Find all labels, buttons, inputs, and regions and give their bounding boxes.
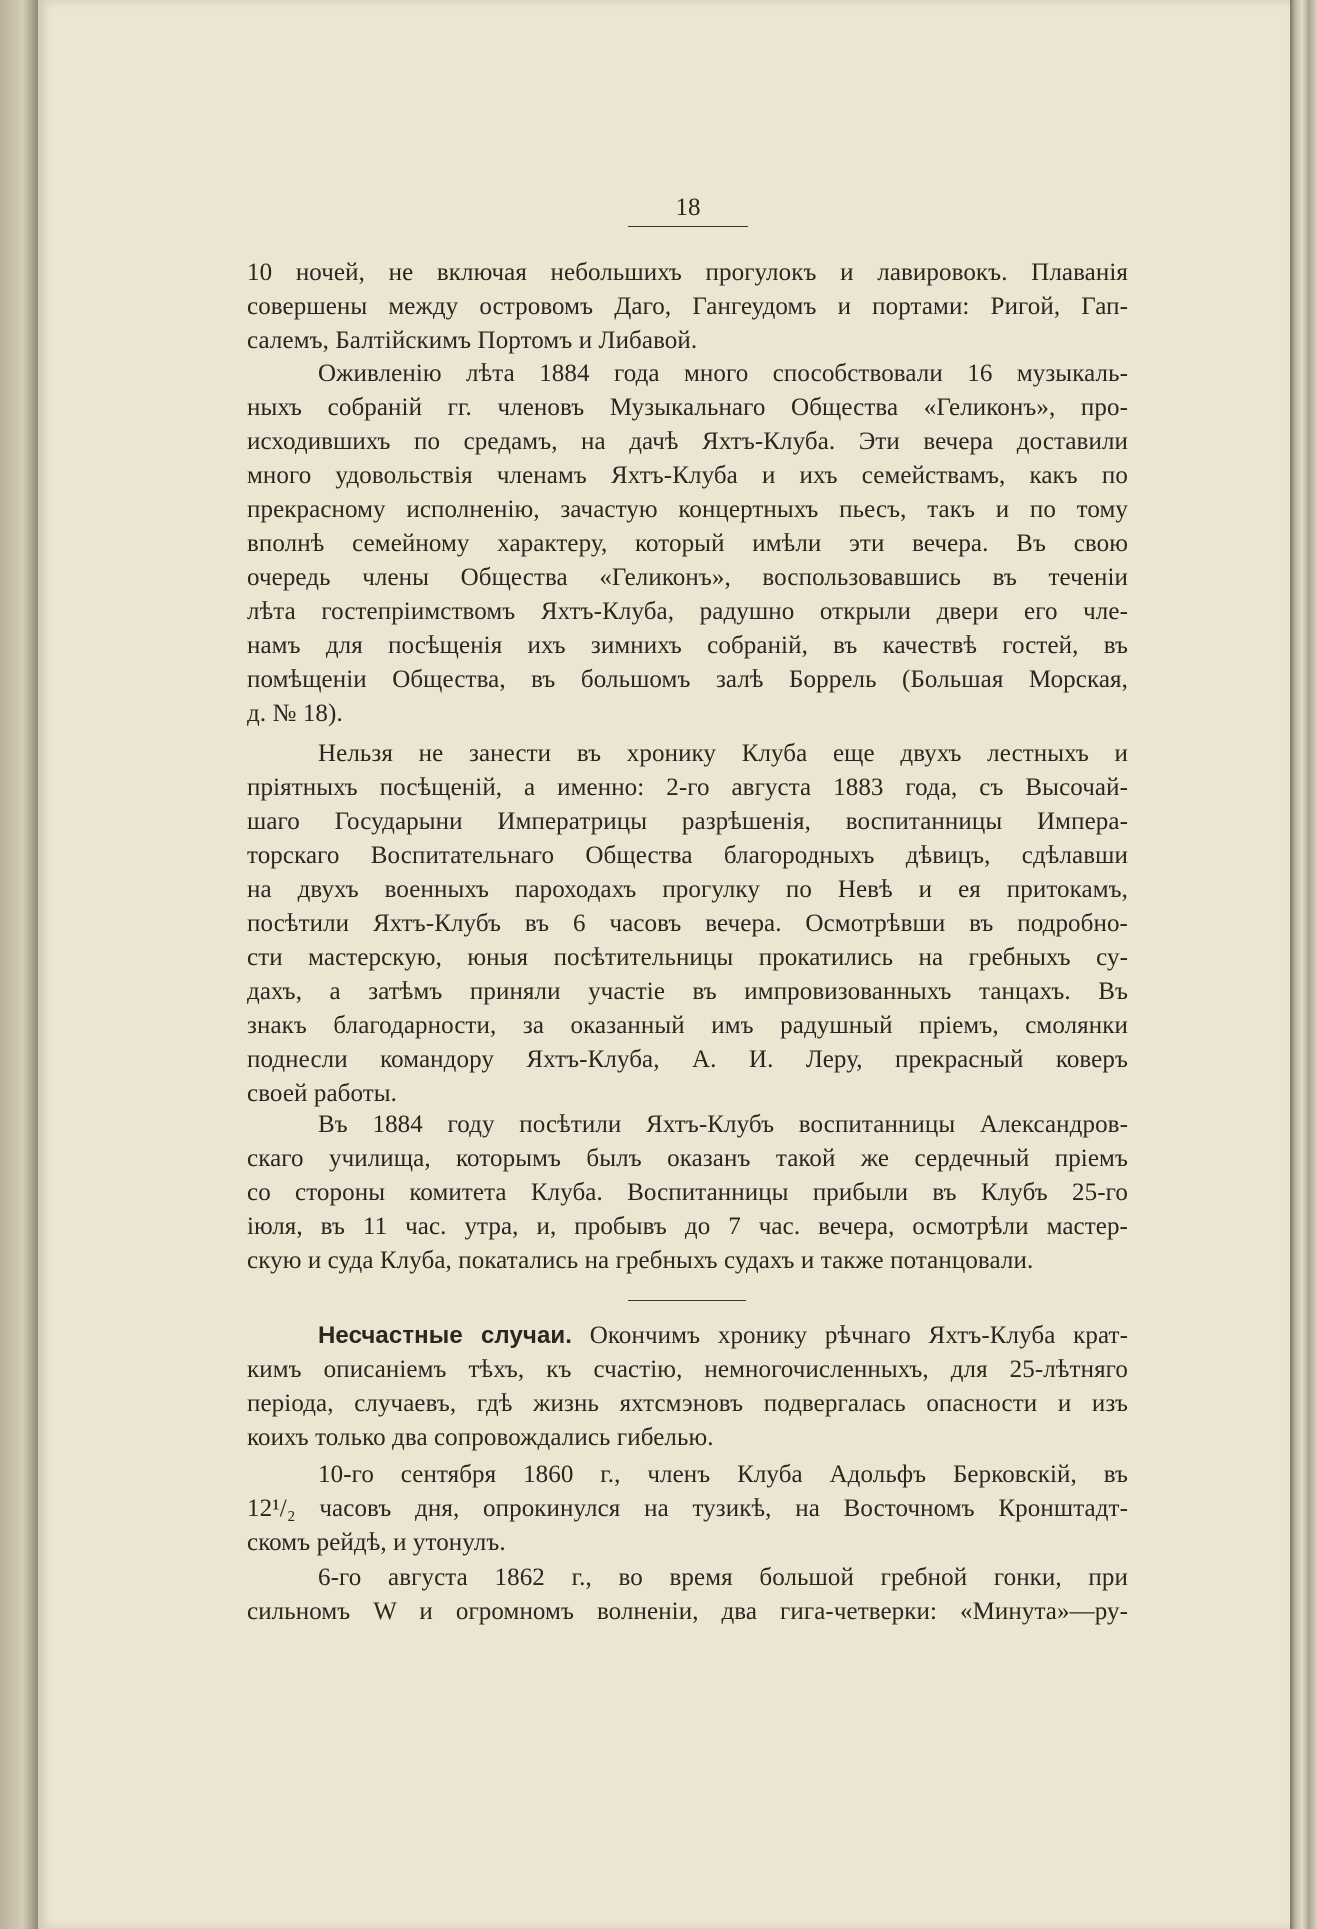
text-line: поднесли командору Яхтъ-Клуба, А. И. Леру, прекрасный коверъ bbox=[247, 1046, 1128, 1073]
section-heading-line bbox=[318, 1320, 1128, 1352]
text-line: прекрасному исполненію, зачастую концертныхъ пьесъ, такъ и по тому bbox=[247, 496, 1128, 523]
text-line: очередь члены Общества «Геликонъ», воспользовавшись въ теченіи bbox=[247, 564, 1128, 591]
text-line: шаго Государыни Императрицы разрѣшенія, воспитанницы Импера- bbox=[247, 808, 1128, 835]
page-number-rule bbox=[628, 226, 748, 227]
text-line: помѣщеніи Общества, въ большомъ залѣ Боррель (Большая Морская, bbox=[247, 666, 1128, 693]
text-line: сильномъ W и огромномъ волненіи, два гига-четверки: «Минута»—ру- bbox=[247, 1598, 1128, 1625]
text-line: лѣта гостепріимствомъ Яхтъ-Клуба, радушно открыли двери его чле- bbox=[247, 598, 1128, 625]
text-line: знакъ благодарности, за оказанный имъ радушный пріемъ, смолянки bbox=[247, 1012, 1128, 1039]
section-divider bbox=[628, 1300, 746, 1301]
text-line: 10-го сентября 1860 г., членъ Клуба Адольфъ Берковскій, въ bbox=[318, 1461, 1128, 1488]
page-edge bbox=[1290, 0, 1317, 1929]
text-line: Нельзя не занести въ хронику Клуба еще двухъ лестныхъ и bbox=[318, 740, 1128, 767]
text-line: д. № 18). bbox=[247, 700, 343, 727]
text-line: исходившихъ по средамъ, на дачѣ Яхтъ-Клуба. Эти вечера доставили bbox=[247, 428, 1128, 455]
text-line: періода, случаевъ, гдѣ жизнь яхтсмэновъ подвергалась опасности и изъ bbox=[247, 1390, 1128, 1417]
text-line: на двухъ военныхъ пароходахъ прогулку по Невѣ и ея притокамъ, bbox=[247, 876, 1128, 903]
text-line: намъ для посѣщенія ихъ зимнихъ собраній, въ качествѣ гостей, въ bbox=[247, 632, 1128, 659]
text-line: 10 ночей, не включая небольшихъ прогулокъ и лавировокъ. Плаванія bbox=[247, 259, 1128, 286]
text-line: своей работы. bbox=[247, 1080, 398, 1107]
text-line: скомъ рейдѣ, и утонулъ. bbox=[247, 1529, 506, 1556]
text-line: ныхъ собраній гг. членовъ Музыкальнаго Общества «Геликонъ», про- bbox=[247, 394, 1128, 421]
text-line: 6-го августа 1862 г., во время большой гребной гонки, при bbox=[318, 1564, 1128, 1591]
text-line: дахъ, а затѣмъ приняли участіе въ импровизованныхъ танцахъ. Въ bbox=[247, 978, 1128, 1005]
text-line: Окончимъ хронику рѣчнаго Яхтъ-Клуба крат- bbox=[589, 1322, 1129, 1349]
text-line: со стороны комитета Клуба. Воспитанницы прибыли въ Клубъ 25-го bbox=[247, 1179, 1128, 1206]
text-line: посѣтили Яхтъ-Клубъ въ 6 часовъ вечера. Осмотрѣвши въ подробно- bbox=[247, 910, 1128, 937]
text-line: скую и суда Клуба, покатались на гребныхъ судахъ и также потанцовали. bbox=[247, 1247, 1034, 1274]
text-line: сти мастерскую, юныя посѣтительницы прокатились на гребныхъ су- bbox=[247, 944, 1128, 971]
text-line: коихъ только два сопровождались гибелью. bbox=[247, 1424, 714, 1451]
book-binding bbox=[0, 0, 38, 1929]
text-line: вполнѣ семейному характеру, который имѣли эти вечера. Въ свою bbox=[247, 530, 1128, 557]
text-line: скаго училища, которымъ былъ оказанъ такой же сердечный пріемъ bbox=[247, 1145, 1128, 1172]
text-line: кимъ описаніемъ тѣхъ, къ счастію, немногочисленныхъ, для 25-лѣтняго bbox=[247, 1356, 1128, 1383]
text-line: салемъ, Балтійскимъ Портомъ и Либавой. bbox=[247, 327, 698, 354]
text-line: много удовольствія членамъ Яхтъ-Клуба и ихъ семействамъ, какъ по bbox=[247, 462, 1128, 489]
section-heading: Несчастные случаи. bbox=[318, 1322, 573, 1349]
text-line: пріятныхъ посѣщеній, а именно: 2-го августа 1883 года, съ Высочай- bbox=[247, 774, 1128, 801]
text-line: Оживленію лѣта 1884 года много способствовали 16 музыкаль- bbox=[318, 360, 1128, 387]
text-line: торскаго Воспитательнаго Общества благородныхъ дѣвицъ, сдѣлавши bbox=[247, 842, 1128, 869]
text-line: 12¹/₂ часовъ дня, опрокинулся на тузикѣ, на Восточномъ Кронштадт- bbox=[247, 1495, 1128, 1522]
page-number: 18 bbox=[675, 194, 701, 221]
text-line: Въ 1884 году посѣтили Яхтъ-Клубъ воспитанницы Александров- bbox=[318, 1111, 1128, 1138]
text-line: іюля, въ 11 час. утра, и, пробывъ до 7 час. вечера, осмотрѣли мастер- bbox=[247, 1213, 1128, 1240]
text-line: совершены между островомъ Даго, Гангеудомъ и портами: Ригой, Гап- bbox=[247, 293, 1128, 320]
